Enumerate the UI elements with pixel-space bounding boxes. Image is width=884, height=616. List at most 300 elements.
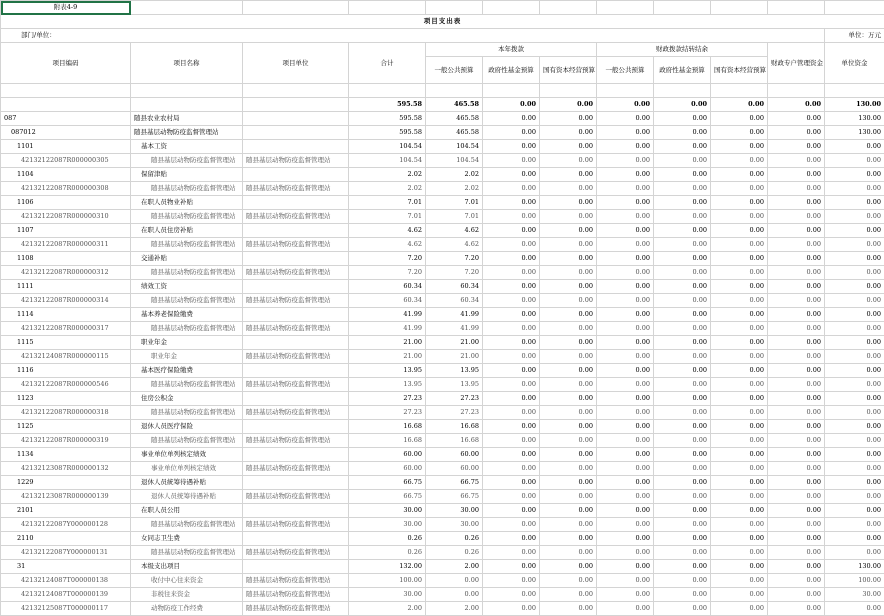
cell-amount[interactable]: 0.00 [654, 280, 711, 294]
cell-name[interactable]: 女同志卫生费 [131, 532, 243, 546]
cell-amount[interactable]: 0.00 [483, 182, 540, 196]
cell-amount[interactable]: 0.00 [540, 154, 597, 168]
cell-amount[interactable]: 41.99 [349, 308, 426, 322]
cell-amount[interactable]: 0.00 [711, 112, 768, 126]
cell-name[interactable]: 随县基层动物防疫监督管理站 [131, 266, 243, 280]
cell-code[interactable]: 42132123087R000000139 [1, 490, 131, 504]
cell-amount[interactable]: 0.00 [597, 588, 654, 602]
cell-amount[interactable]: 0.00 [597, 476, 654, 490]
cell-amount[interactable]: 0.00 [768, 518, 825, 532]
cell-amount[interactable]: 0.00 [711, 462, 768, 476]
cell-amount[interactable]: 130.00 [825, 126, 884, 140]
cell-amount[interactable]: 0.00 [597, 196, 654, 210]
cell-amount[interactable]: 0.00 [540, 434, 597, 448]
cell-code[interactable]: 1104 [1, 168, 131, 182]
cell-amount[interactable]: 0.00 [426, 588, 483, 602]
cell-amount[interactable]: 0.00 [654, 322, 711, 336]
empty-cell[interactable] [483, 84, 540, 98]
cell-amount[interactable]: 0.00 [597, 322, 654, 336]
cell-amount[interactable]: 0.00 [597, 392, 654, 406]
cell-amount[interactable]: 0.00 [540, 532, 597, 546]
cell-amount[interactable]: 0.00 [654, 462, 711, 476]
cell-amount[interactable]: 66.75 [426, 476, 483, 490]
cell-amount[interactable]: 0.00 [654, 252, 711, 266]
cell-amount[interactable]: 0.00 [711, 602, 768, 616]
cell-amount[interactable]: 0.00 [483, 196, 540, 210]
empty-cell[interactable] [349, 84, 426, 98]
cell-amount[interactable]: 16.68 [426, 434, 483, 448]
cell-amount[interactable]: 0.00 [711, 420, 768, 434]
cell-amount[interactable]: 0.00 [711, 140, 768, 154]
cell-amount[interactable]: 0.00 [597, 112, 654, 126]
cell-amount[interactable]: 0.00 [654, 434, 711, 448]
cell-code[interactable]: 1115 [1, 336, 131, 350]
header-org[interactable]: 项目单位 [243, 43, 349, 84]
cell-amount[interactable]: 27.23 [426, 392, 483, 406]
cell-amount[interactable]: 4.62 [349, 224, 426, 238]
cell-org[interactable]: 随县基层动物防疫监督管理站 [243, 182, 349, 196]
cell-amount[interactable]: 0.00 [711, 154, 768, 168]
cell-amount[interactable]: 0.00 [768, 546, 825, 560]
cell-amount[interactable]: 0.00 [825, 238, 884, 252]
cell-name[interactable]: 事业单位单列核定绩效 [131, 448, 243, 462]
header-name[interactable]: 项目名称 [131, 43, 243, 84]
cell-amount[interactable]: 0.00 [483, 504, 540, 518]
cell-amount[interactable]: 0.00 [768, 280, 825, 294]
cell-amount[interactable]: 0.00 [540, 602, 597, 616]
cell-org[interactable] [243, 224, 349, 238]
cell-org[interactable] [243, 168, 349, 182]
cell-name[interactable]: 基本医疗保险缴费 [131, 364, 243, 378]
cell-amount[interactable]: 0.00 [483, 364, 540, 378]
cell-amount[interactable]: 0.00 [825, 224, 884, 238]
empty-cell[interactable] [597, 84, 654, 98]
cell-amount[interactable]: 0.00 [483, 266, 540, 280]
cell-amount[interactable]: 30.00 [349, 588, 426, 602]
cell-amount[interactable]: 0.00 [768, 210, 825, 224]
empty-cell[interactable] [654, 1, 711, 15]
cell-amount[interactable]: 0.00 [711, 532, 768, 546]
cell-amount[interactable]: 0.00 [711, 266, 768, 280]
cell-amount[interactable]: 0.00 [711, 224, 768, 238]
cell-org[interactable] [243, 196, 349, 210]
cell-code[interactable]: 087012 [1, 126, 131, 140]
cell-name[interactable]: 随县基层动物防疫监督管理站 [131, 294, 243, 308]
cell-amount[interactable]: 0.00 [483, 602, 540, 616]
cell-org[interactable] [243, 126, 349, 140]
cell-amount[interactable]: 0.00 [540, 294, 597, 308]
cell-amount[interactable]: 0.00 [711, 280, 768, 294]
cell-code[interactable]: 1229 [1, 476, 131, 490]
cell-name[interactable]: 非税往来资金 [131, 588, 243, 602]
cell-org[interactable]: 随县基层动物防疫监督管理站 [243, 518, 349, 532]
cell-name[interactable]: 退休人员统筹待遇补贴 [131, 490, 243, 504]
cell-amount[interactable]: 16.68 [426, 420, 483, 434]
cell-amount[interactable]: 30.00 [426, 518, 483, 532]
cell-amount[interactable]: 16.68 [349, 434, 426, 448]
cell-amount[interactable]: 66.75 [349, 490, 426, 504]
cell-amount[interactable]: 0.00 [768, 364, 825, 378]
cell-amount[interactable]: 0.00 [597, 574, 654, 588]
cell-amount[interactable]: 7.20 [426, 252, 483, 266]
cell-amount[interactable]: 0.00 [711, 406, 768, 420]
cell-org[interactable]: 随县基层动物防疫监督管理站 [243, 546, 349, 560]
cell-amount[interactable]: 0.00 [540, 448, 597, 462]
cell-amount[interactable]: 0.00 [540, 168, 597, 182]
cell-amount[interactable]: 0.00 [825, 322, 884, 336]
cell-amount[interactable]: 100.00 [349, 574, 426, 588]
cell-amount[interactable]: 0.00 [711, 238, 768, 252]
selected-cell-tag[interactable]: 附表4-9 [1, 1, 131, 15]
cell-amount[interactable]: 0.26 [426, 546, 483, 560]
cell-amount[interactable]: 0.00 [768, 588, 825, 602]
cell-amount[interactable]: 4.62 [426, 224, 483, 238]
cell-amount[interactable]: 130.00 [825, 98, 884, 112]
cell-amount[interactable]: 0.00 [540, 490, 597, 504]
cell-amount[interactable]: 0.00 [654, 392, 711, 406]
cell-amount[interactable]: 0.00 [597, 490, 654, 504]
cell-amount[interactable]: 0.00 [768, 168, 825, 182]
cell-amount[interactable]: 0.00 [483, 238, 540, 252]
cell-amount[interactable]: 0.00 [597, 224, 654, 238]
cell-amount[interactable]: 0.00 [540, 560, 597, 574]
cell-amount[interactable]: 41.99 [426, 322, 483, 336]
cell-amount[interactable]: 7.01 [426, 196, 483, 210]
empty-cell[interactable] [597, 1, 654, 15]
cell-amount[interactable]: 0.00 [540, 266, 597, 280]
cell-name[interactable]: 随县基层动物防疫监督管理站 [131, 210, 243, 224]
cell-amount[interactable]: 0.00 [711, 434, 768, 448]
cell-code[interactable]: 42132124087T000000138 [1, 574, 131, 588]
cell-amount[interactable]: 0.00 [597, 266, 654, 280]
cell-org[interactable] [243, 252, 349, 266]
cell-amount[interactable]: 595.58 [349, 126, 426, 140]
cell-amount[interactable]: 0.00 [654, 154, 711, 168]
cell-amount[interactable]: 0.00 [825, 448, 884, 462]
empty-cell[interactable] [243, 1, 349, 15]
cell-code[interactable]: 31 [1, 560, 131, 574]
cell-amount[interactable]: 0.00 [654, 210, 711, 224]
cell-amount[interactable]: 0.00 [483, 378, 540, 392]
cell-amount[interactable]: 0.00 [768, 560, 825, 574]
cell-org[interactable]: 随县基层动物防疫监督管理站 [243, 378, 349, 392]
cell-name[interactable]: 收付中心往来资金 [131, 574, 243, 588]
cell-amount[interactable]: 0.26 [349, 532, 426, 546]
cell-name[interactable]: 住房公积金 [131, 392, 243, 406]
cell-amount[interactable]: 0.00 [540, 518, 597, 532]
cell-amount[interactable]: 60.00 [426, 448, 483, 462]
empty-cell[interactable] [483, 1, 540, 15]
cell-amount[interactable]: 0.00 [768, 602, 825, 616]
cell-org[interactable] [243, 504, 349, 518]
cell-amount[interactable]: 0.00 [768, 574, 825, 588]
empty-cell[interactable] [426, 84, 483, 98]
cell-amount[interactable]: 0.00 [654, 294, 711, 308]
cell-org[interactable] [243, 364, 349, 378]
cell-org[interactable]: 随县基层动物防疫监督管理站 [243, 210, 349, 224]
cell-amount[interactable]: 7.20 [426, 266, 483, 280]
cell-amount[interactable]: 0.00 [654, 336, 711, 350]
cell-amount[interactable]: 0.00 [825, 350, 884, 364]
cell-code[interactable]: 1123 [1, 392, 131, 406]
cell-code[interactable]: 1106 [1, 196, 131, 210]
cell-amount[interactable]: 595.58 [349, 112, 426, 126]
cell-code[interactable]: 1111 [1, 280, 131, 294]
cell-name[interactable]: 在职人员公用 [131, 504, 243, 518]
dept-label[interactable]: 部门/单位： [1, 29, 825, 43]
cell-amount[interactable]: 0.00 [426, 574, 483, 588]
cell-amount[interactable]: 0.00 [711, 560, 768, 574]
cell-amount[interactable]: 104.54 [426, 154, 483, 168]
cell-amount[interactable]: 0.00 [540, 336, 597, 350]
cell-amount[interactable]: 0.00 [825, 546, 884, 560]
cell-amount[interactable]: 0.00 [483, 336, 540, 350]
cell-amount[interactable]: 0.00 [768, 350, 825, 364]
cell-amount[interactable]: 27.23 [349, 406, 426, 420]
empty-cell[interactable] [349, 1, 426, 15]
cell-code[interactable]: 42132122087R000000311 [1, 238, 131, 252]
cell-amount[interactable]: 0.00 [825, 420, 884, 434]
cell-amount[interactable]: 104.54 [426, 140, 483, 154]
cell-amount[interactable]: 2.00 [349, 602, 426, 616]
empty-cell[interactable] [711, 84, 768, 98]
header-col[interactable]: 国有资本经营预算 [540, 57, 597, 84]
cell-name[interactable]: 随县基层动物防疫监督管理站 [131, 238, 243, 252]
cell-amount[interactable]: 0.00 [540, 210, 597, 224]
cell-amount[interactable]: 0.00 [597, 210, 654, 224]
cell-amount[interactable]: 0.00 [483, 420, 540, 434]
cell-amount[interactable]: 0.00 [597, 364, 654, 378]
cell-amount[interactable]: 7.01 [426, 210, 483, 224]
cell-amount[interactable]: 0.00 [597, 350, 654, 364]
cell-amount[interactable]: 0.00 [540, 252, 597, 266]
cell-amount[interactable]: 0.00 [597, 336, 654, 350]
cell-code[interactable]: 42132122087R000000314 [1, 294, 131, 308]
cell-amount[interactable]: 0.00 [597, 518, 654, 532]
cell-amount[interactable]: 0.00 [483, 434, 540, 448]
cell-amount[interactable]: 0.00 [540, 182, 597, 196]
cell-amount[interactable]: 0.00 [483, 546, 540, 560]
cell-amount[interactable]: 0.00 [711, 490, 768, 504]
cell-amount[interactable]: 0.00 [597, 546, 654, 560]
cell-amount[interactable]: 60.00 [426, 462, 483, 476]
cell-amount[interactable]: 0.00 [654, 532, 711, 546]
header-code[interactable]: 项目编码 [1, 43, 131, 84]
cell-amount[interactable]: 0.00 [711, 476, 768, 490]
cell-amount[interactable]: 0.00 [825, 168, 884, 182]
cell-amount[interactable]: 0.00 [483, 588, 540, 602]
cell-amount[interactable]: 0.00 [654, 560, 711, 574]
cell-amount[interactable]: 0.00 [768, 140, 825, 154]
cell-amount[interactable]: 104.54 [349, 140, 426, 154]
cell-amount[interactable]: 16.68 [349, 420, 426, 434]
cell-amount[interactable]: 0.00 [540, 574, 597, 588]
cell-code[interactable]: 42132122087R000000546 [1, 378, 131, 392]
cell-amount[interactable]: 0.00 [540, 308, 597, 322]
empty-cell[interactable] [1, 84, 131, 98]
cell-amount[interactable]: 0.00 [483, 322, 540, 336]
cell-code[interactable]: 42132122087R000000305 [1, 154, 131, 168]
cell-amount[interactable]: 104.54 [349, 154, 426, 168]
cell-amount[interactable]: 30.00 [825, 588, 884, 602]
cell-amount[interactable]: 0.00 [768, 154, 825, 168]
cell-name[interactable]: 本级支出项目 [131, 560, 243, 574]
empty-cell[interactable] [768, 84, 825, 98]
cell-amount[interactable]: 0.00 [654, 308, 711, 322]
cell-name[interactable]: 事业单位单列核定绩效 [131, 462, 243, 476]
cell-amount[interactable]: 0.00 [654, 350, 711, 364]
cell-amount[interactable]: 0.00 [597, 434, 654, 448]
cell-amount[interactable]: 7.01 [349, 210, 426, 224]
cell-amount[interactable]: 60.00 [349, 462, 426, 476]
cell-code[interactable]: 1134 [1, 448, 131, 462]
cell-amount[interactable]: 0.00 [540, 98, 597, 112]
cell-amount[interactable]: 0.00 [768, 98, 825, 112]
cell-code[interactable]: 42132124087T000000139 [1, 588, 131, 602]
cell-org[interactable]: 随县基层动物防疫监督管理站 [243, 588, 349, 602]
cell-amount[interactable]: 130.00 [825, 112, 884, 126]
cell-amount[interactable]: 2.02 [349, 168, 426, 182]
cell-org[interactable]: 随县基层动物防疫监督管理站 [243, 322, 349, 336]
cell-amount[interactable]: 0.00 [654, 266, 711, 280]
cell-code[interactable]: 42132122087R000000312 [1, 266, 131, 280]
cell-amount[interactable]: 0.00 [597, 448, 654, 462]
unit-label[interactable]: 单位：万元 [825, 29, 884, 43]
cell-amount[interactable]: 465.58 [426, 98, 483, 112]
cell-name[interactable]: 绩效工资 [131, 280, 243, 294]
cell-amount[interactable]: 2.02 [349, 182, 426, 196]
cell-amount[interactable]: 0.00 [711, 336, 768, 350]
cell-name[interactable]: 在职人员物业补贴 [131, 196, 243, 210]
cell-code[interactable]: 42132122087R000000319 [1, 434, 131, 448]
cell-code[interactable]: 42132122087R000000310 [1, 210, 131, 224]
cell-amount[interactable]: 0.00 [540, 588, 597, 602]
cell-code[interactable]: 1125 [1, 420, 131, 434]
cell-amount[interactable]: 0.00 [825, 434, 884, 448]
cell-amount[interactable]: 0.00 [597, 420, 654, 434]
cell-amount[interactable]: 0.00 [825, 462, 884, 476]
cell-amount[interactable]: 0.00 [597, 560, 654, 574]
empty-cell[interactable] [654, 84, 711, 98]
cell-amount[interactable]: 13.95 [426, 378, 483, 392]
cell-amount[interactable]: 0.00 [540, 392, 597, 406]
cell-amount[interactable]: 0.00 [654, 378, 711, 392]
cell-code[interactable]: 1107 [1, 224, 131, 238]
cell-code[interactable]: 42132122087R000000318 [1, 406, 131, 420]
cell-amount[interactable]: 0.00 [654, 98, 711, 112]
cell-amount[interactable]: 0.00 [597, 602, 654, 616]
cell-code[interactable]: 42132122087Y000000128 [1, 518, 131, 532]
cell-amount[interactable]: 30.00 [349, 518, 426, 532]
empty-cell[interactable] [825, 1, 884, 15]
cell-code[interactable]: 42132122087Y000000131 [1, 546, 131, 560]
cell-org[interactable]: 随县基层动物防疫监督管理站 [243, 490, 349, 504]
cell-amount[interactable]: 13.95 [426, 364, 483, 378]
cell-amount[interactable]: 0.00 [597, 294, 654, 308]
cell-amount[interactable]: 0.00 [768, 420, 825, 434]
cell-amount[interactable]: 0.00 [483, 168, 540, 182]
cell-amount[interactable]: 0.00 [540, 476, 597, 490]
cell-amount[interactable]: 0.00 [597, 168, 654, 182]
cell-name[interactable]: 基本养老保险缴费 [131, 308, 243, 322]
cell-org[interactable]: 随县基层动物防疫监督管理站 [243, 462, 349, 476]
cell-amount[interactable]: 0.00 [483, 518, 540, 532]
cell-amount[interactable]: 0.00 [483, 154, 540, 168]
cell-name[interactable]: 随县基层动物防疫监督管理站 [131, 322, 243, 336]
cell-amount[interactable]: 0.00 [483, 574, 540, 588]
cell-name[interactable]: 随县基层动物防疫监督管理站 [131, 518, 243, 532]
cell-amount[interactable]: 21.00 [349, 336, 426, 350]
cell-amount[interactable]: 0.00 [711, 350, 768, 364]
cell-amount[interactable]: 0.00 [825, 182, 884, 196]
cell-amount[interactable]: 0.00 [711, 308, 768, 322]
cell-amount[interactable]: 0.00 [483, 476, 540, 490]
cell-name[interactable]: 交通补贴 [131, 252, 243, 266]
cell-amount[interactable]: 0.00 [768, 224, 825, 238]
cell-amount[interactable]: 0.00 [597, 252, 654, 266]
cell-org[interactable]: 随县基层动物防疫监督管理站 [243, 406, 349, 420]
cell-amount[interactable]: 0.00 [768, 294, 825, 308]
cell-org[interactable] [243, 448, 349, 462]
empty-cell[interactable] [131, 1, 243, 15]
cell-amount[interactable]: 0.00 [597, 140, 654, 154]
cell-amount[interactable]: 595.58 [349, 98, 426, 112]
cell-amount[interactable]: 0.00 [768, 448, 825, 462]
cell-amount[interactable]: 0.00 [711, 504, 768, 518]
cell-amount[interactable]: 0.00 [654, 504, 711, 518]
cell-amount[interactable]: 60.34 [349, 294, 426, 308]
cell-org[interactable] [243, 336, 349, 350]
empty-cell[interactable] [825, 84, 884, 98]
cell-amount[interactable]: 0.00 [825, 378, 884, 392]
cell-amount[interactable]: 0.00 [654, 518, 711, 532]
cell-amount[interactable]: 0.00 [483, 126, 540, 140]
cell-amount[interactable]: 0.00 [768, 504, 825, 518]
cell-amount[interactable]: 0.00 [654, 238, 711, 252]
cell-amount[interactable]: 0.00 [597, 98, 654, 112]
cell-code[interactable]: 42132122087R000000308 [1, 182, 131, 196]
cell-name[interactable]: 随县基层动物防疫监督管理站 [131, 406, 243, 420]
cell-amount[interactable]: 60.00 [349, 448, 426, 462]
cell-org[interactable] [243, 280, 349, 294]
cell-amount[interactable]: 0.00 [711, 252, 768, 266]
cell-amount[interactable]: 0.00 [483, 532, 540, 546]
cell-org[interactable]: 随县基层动物防疫监督管理站 [243, 574, 349, 588]
cell-amount[interactable]: 7.20 [349, 266, 426, 280]
cell-amount[interactable]: 0.00 [825, 252, 884, 266]
cell-name[interactable]: 在职人员住房补贴 [131, 224, 243, 238]
cell-amount[interactable]: 0.00 [483, 294, 540, 308]
cell-amount[interactable]: 27.23 [349, 392, 426, 406]
cell-amount[interactable]: 0.00 [711, 448, 768, 462]
cell-amount[interactable]: 2.00 [426, 602, 483, 616]
cell-amount[interactable]: 0.00 [483, 224, 540, 238]
cell-amount[interactable]: 0.00 [825, 196, 884, 210]
cell-org[interactable]: 随县基层动物防疫监督管理站 [243, 266, 349, 280]
cell-amount[interactable]: 0.00 [597, 238, 654, 252]
cell-amount[interactable]: 0.00 [597, 126, 654, 140]
cell-amount[interactable]: 0.00 [825, 364, 884, 378]
cell-amount[interactable]: 0.00 [654, 574, 711, 588]
cell-amount[interactable]: 27.23 [426, 406, 483, 420]
cell-org[interactable]: 随县基层动物防疫监督管理站 [243, 350, 349, 364]
cell-amount[interactable]: 30.00 [426, 504, 483, 518]
cell-amount[interactable]: 0.00 [768, 532, 825, 546]
cell-amount[interactable]: 0.00 [768, 112, 825, 126]
cell-amount[interactable]: 0.00 [768, 392, 825, 406]
cell-org[interactable] [243, 98, 349, 112]
cell-amount[interactable]: 21.00 [426, 336, 483, 350]
